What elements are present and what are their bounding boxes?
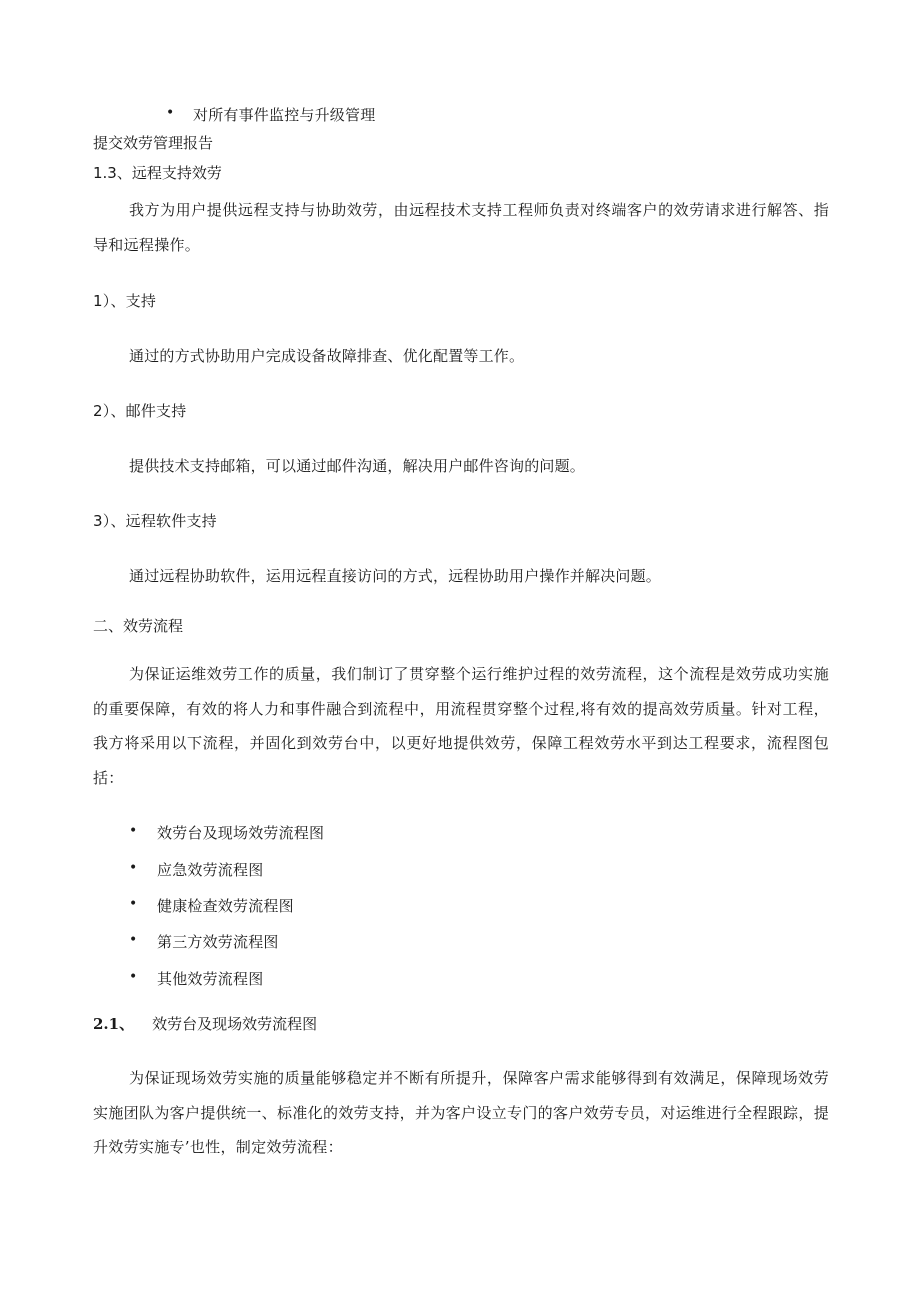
list-item: 健康检查效劳流程图 xyxy=(157,897,294,915)
list-item: 应急效劳流程图 xyxy=(157,861,264,879)
item-2-label: 2）、邮件支持 xyxy=(93,402,187,420)
list-item: 其他效劳流程图 xyxy=(157,970,264,988)
item-3-body: 通过远程协助软件，运用远程直接访问的方式，远程协助用户操作并解决问题。 xyxy=(129,567,662,585)
bullet-marker: • xyxy=(129,860,138,876)
bullet-marker: • xyxy=(129,896,138,912)
list-item: 效劳台及现场效劳流程图 xyxy=(157,824,325,842)
report-heading: 提交效劳管理报告 xyxy=(93,134,214,152)
section-1-3-heading xyxy=(93,162,222,183)
intro-paragraph: 我方为用户提供远程支持与协助效劳，由远程技术支持工程师负责对终端客户的效劳请求进行解答、指导和远程操作。 xyxy=(93,201,829,254)
process-paragraph: 为保证运维效劳工作的质量，我们制订了贯穿整个运行维护过程的效劳流程，这个流程是效劳成功实施的重要保障，有效的将人力和事件融合到流程中，用流程贯穿整个过程,将有效的提高效劳质量。针对工程，我方将采用以下流程，并固化到效劳台中，以更好地提供效劳，保障工程效劳水平到达工程要求，流程图包括： xyxy=(93,665,829,787)
item-3-label: 3）、远程软件支持 xyxy=(93,512,217,530)
section-2-1-heading xyxy=(93,1013,317,1034)
section-2-1-number: 2.1、 xyxy=(93,1015,135,1033)
item-2-body: 提供技术支持邮箱，可以通过邮件沟通，解决用户邮件咨询的问题。 xyxy=(129,457,586,475)
top-bullet-text: 对所有事件监控与升级管理 xyxy=(193,106,376,124)
onsite-paragraph: 为保证现场效劳实施的质量能够稳定并不断有所提升，保障客户需求能够得到有效满足，保障现场效劳实施团队为客户提供统一、标准化的效劳支持，并为客户设立专门的客户效劳专员，对运维进行全程跟踪，提升效劳实施专’也性，制定效劳流程： xyxy=(93,1069,829,1156)
bullet-marker: • xyxy=(166,105,175,121)
section-2-1-title: 效劳台及现场效劳流程图 xyxy=(152,1015,318,1033)
bullet-marker: • xyxy=(129,932,138,948)
section-2-heading: 二、效劳流程 xyxy=(93,617,184,635)
item-1-label: 1）、支持 xyxy=(93,292,157,310)
section-1-3-title: 远程支持效劳 xyxy=(131,164,222,182)
list-item: 第三方效劳流程图 xyxy=(157,933,279,951)
section-1-3-number: 1.3、 xyxy=(93,164,132,182)
bullet-marker: • xyxy=(129,969,138,985)
bullet-marker: • xyxy=(129,823,138,839)
item-1-body: 通过的方式协助用户完成设备故障排查、优化配置等工作。 xyxy=(129,347,525,365)
